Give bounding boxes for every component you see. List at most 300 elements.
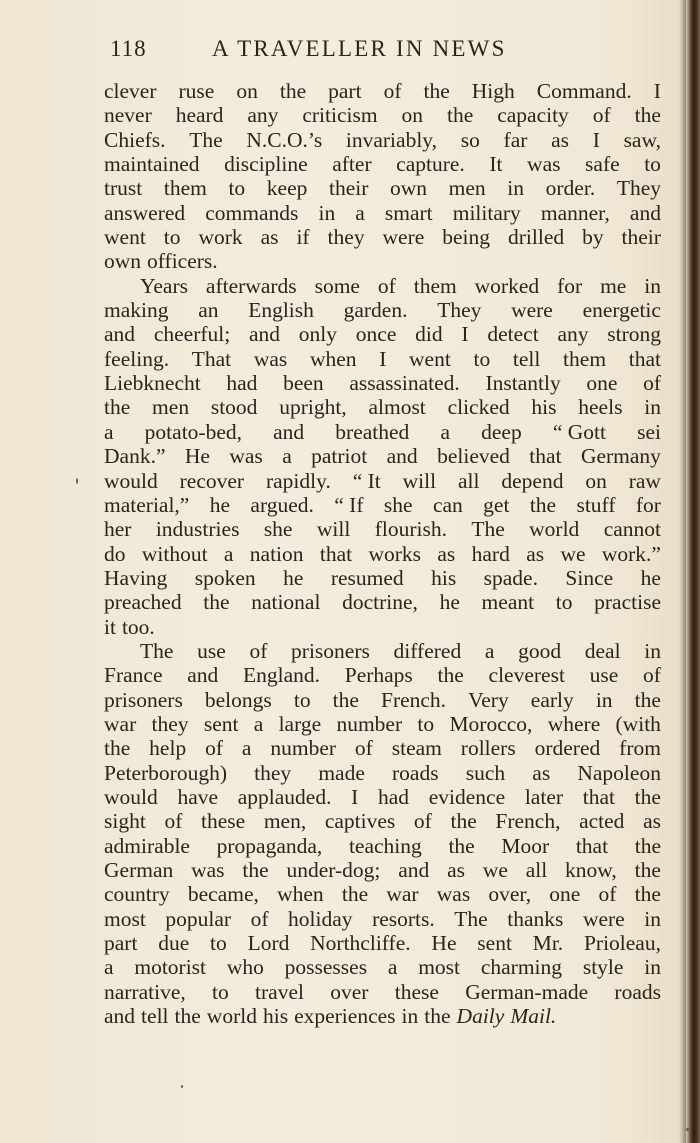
body-text <box>104 79 661 1028</box>
word: nation <box>249 541 304 566</box>
word: Mr. <box>532 931 564 956</box>
word: were <box>382 225 425 250</box>
word: due <box>158 931 190 956</box>
word: of <box>250 906 269 931</box>
word: me <box>600 273 627 298</box>
word: style <box>582 955 624 980</box>
word: sight <box>104 809 146 834</box>
word: to <box>644 152 661 177</box>
word: their <box>329 176 369 201</box>
word: spoken <box>194 565 256 590</box>
word: of <box>164 809 183 834</box>
text-line <box>104 639 661 663</box>
word: use <box>589 663 619 688</box>
word: the <box>448 833 475 858</box>
word: to <box>293 687 311 712</box>
word: Since <box>565 565 614 590</box>
word: and <box>629 200 661 225</box>
word: was <box>253 346 288 371</box>
word: early <box>530 687 574 712</box>
word: in <box>401 1004 419 1029</box>
text-line <box>104 907 661 931</box>
word: Lord <box>247 931 290 956</box>
word: all <box>525 858 548 882</box>
word: of <box>592 103 611 128</box>
word: the <box>242 858 269 882</box>
text-line <box>104 882 661 906</box>
word: Very <box>468 687 509 712</box>
word: ruse <box>178 79 215 103</box>
word: the <box>437 663 464 688</box>
word: world <box>529 517 580 542</box>
word: men, <box>263 809 307 834</box>
word: to <box>555 590 573 615</box>
word: once <box>355 322 397 347</box>
word: large <box>278 711 322 736</box>
word: the <box>450 809 477 834</box>
text-line <box>104 931 661 955</box>
text-line <box>104 79 661 103</box>
word: deal <box>584 638 621 663</box>
word: a <box>253 711 264 736</box>
word: The <box>454 906 488 931</box>
word: number <box>336 711 403 736</box>
word: Liebknecht <box>104 371 201 396</box>
word: the <box>529 492 557 517</box>
word: smart <box>384 200 433 225</box>
word: order. <box>545 176 596 201</box>
text-line <box>104 1004 661 1028</box>
word: experiences <box>294 1004 396 1029</box>
word: narrative, <box>104 979 186 1004</box>
word: as <box>526 541 545 566</box>
word: That <box>191 346 232 371</box>
word: in <box>644 273 661 298</box>
word: and <box>187 663 219 688</box>
word: men <box>448 176 486 201</box>
word: deep <box>481 419 522 444</box>
word: most <box>104 906 146 931</box>
text-line <box>104 420 661 444</box>
word: a <box>104 419 114 444</box>
text-line <box>104 103 661 127</box>
word: cleverest <box>488 663 565 688</box>
word: her <box>104 517 132 542</box>
word: to <box>212 979 229 1004</box>
text-line <box>104 980 661 1004</box>
word: most <box>418 955 461 980</box>
word: doctrine, <box>342 590 418 615</box>
word: prisoners <box>104 687 183 712</box>
word: being <box>442 225 491 250</box>
word: the <box>634 103 661 128</box>
text-line <box>104 347 661 371</box>
word: she <box>263 517 293 542</box>
word: teaching <box>348 833 422 858</box>
word: war <box>386 882 419 907</box>
word: a <box>484 638 495 663</box>
text-line <box>104 176 661 200</box>
word: Command. <box>536 79 632 103</box>
word: that <box>582 784 615 809</box>
word: were <box>511 298 553 323</box>
word: when <box>309 346 357 371</box>
text-line <box>104 955 661 979</box>
word: made <box>318 760 365 785</box>
word: for <box>557 273 583 298</box>
word: to <box>163 225 181 250</box>
word: clever <box>104 79 157 103</box>
word: works <box>368 541 422 566</box>
word: They <box>616 176 661 201</box>
word: French, <box>495 809 561 834</box>
word: these <box>201 809 246 834</box>
word: any <box>247 103 279 128</box>
word: ordered <box>534 736 601 761</box>
word: roads <box>614 979 661 1004</box>
word: Moor <box>501 833 550 858</box>
word: industries <box>155 517 240 542</box>
word: captives <box>324 809 396 834</box>
word: rollers <box>460 736 516 761</box>
word: French. <box>380 687 447 712</box>
word: Perhaps <box>344 663 413 688</box>
word: strong <box>607 322 661 347</box>
word: did <box>415 322 443 347</box>
word: I <box>653 79 661 103</box>
word: drilled <box>508 225 565 250</box>
word: meant <box>481 590 535 615</box>
word: these <box>394 979 439 1004</box>
word: admirable <box>104 833 190 858</box>
text-line <box>104 785 661 809</box>
word: part <box>328 79 362 103</box>
word: cheerful; <box>153 322 231 347</box>
word: charming <box>480 955 563 980</box>
word: commands <box>205 200 299 225</box>
word: to <box>417 711 435 736</box>
word: Northcliffe. <box>310 931 411 956</box>
word: in <box>318 200 336 225</box>
word: a <box>282 444 292 469</box>
word: had <box>226 371 258 396</box>
text-line <box>104 152 661 176</box>
word: as <box>551 127 570 152</box>
word: so <box>460 127 480 152</box>
word: holiday <box>288 906 353 931</box>
word: energetic <box>582 298 661 323</box>
word: heard <box>175 103 224 128</box>
word: material,” <box>104 492 190 517</box>
word: the <box>634 687 661 712</box>
word: in <box>644 395 661 420</box>
word: have <box>177 784 219 809</box>
word: He <box>184 444 210 469</box>
word: sei <box>637 419 661 444</box>
word: answered <box>104 200 186 225</box>
word: if <box>296 225 310 250</box>
text-line <box>104 615 661 639</box>
paper-speck <box>181 1085 183 1088</box>
word: Napoleon <box>577 760 661 785</box>
text-line <box>104 834 661 858</box>
word: part <box>104 931 138 956</box>
word: recover <box>179 468 245 493</box>
word: the <box>423 79 450 103</box>
word: the <box>446 103 474 128</box>
word: patriot <box>311 444 368 469</box>
word: the <box>424 1004 451 1029</box>
word: resumed <box>330 565 404 590</box>
word: on <box>585 468 607 493</box>
word: their <box>621 225 661 250</box>
word: them <box>563 346 607 371</box>
word: of <box>383 79 402 103</box>
text-line <box>104 493 661 517</box>
word: He <box>431 931 457 956</box>
word: I <box>351 784 359 809</box>
word: Mail. <box>510 1004 557 1029</box>
word: a <box>223 541 234 566</box>
word: argued. <box>250 492 314 517</box>
word: Prioleau, <box>583 931 661 956</box>
word: in <box>644 906 661 931</box>
word: flourish. <box>374 517 447 542</box>
word: world <box>206 1004 257 1029</box>
word: in <box>507 176 525 201</box>
word: the <box>332 687 359 712</box>
word: The <box>189 127 223 152</box>
word: Peterborough) <box>104 760 227 785</box>
word: stuff <box>576 492 616 517</box>
word: it <box>104 614 116 639</box>
running-title: A TRAVELLER IN NEWS <box>212 36 507 61</box>
word: cannot <box>603 517 661 542</box>
word: Years <box>140 273 188 298</box>
word: The <box>140 638 174 663</box>
running-header <box>110 36 670 68</box>
text-line <box>104 469 661 493</box>
word: keep <box>266 176 308 201</box>
word: Morocco, <box>449 711 533 736</box>
word: he <box>439 590 460 615</box>
word: Chiefs. <box>104 127 166 152</box>
word: as <box>643 809 661 834</box>
word: High <box>471 79 515 103</box>
word: they <box>254 760 292 785</box>
word: was <box>436 882 471 907</box>
word: on <box>401 103 424 128</box>
word: all <box>457 468 480 493</box>
text-line <box>104 590 661 614</box>
word: his <box>431 565 457 590</box>
word: raw <box>628 468 661 493</box>
word: capture. <box>396 152 465 177</box>
text-line <box>104 128 661 152</box>
word: over, <box>488 882 532 907</box>
word: It <box>489 152 503 177</box>
word: as <box>437 541 456 566</box>
word: of <box>643 371 661 396</box>
word: of <box>643 663 661 688</box>
word: travel <box>255 979 304 1004</box>
word: an <box>198 298 219 323</box>
word: a <box>440 419 450 444</box>
word: believed <box>437 444 510 469</box>
word: differed <box>393 638 462 663</box>
word: war <box>104 711 137 736</box>
text-line <box>104 444 661 468</box>
word: them <box>163 176 207 201</box>
word: assassinated. <box>349 371 460 396</box>
word: by <box>582 225 604 250</box>
word: one <box>586 371 618 396</box>
word: spade. <box>483 565 538 590</box>
text-line <box>104 761 661 785</box>
word: any <box>557 322 589 347</box>
word: officers. <box>147 249 218 274</box>
word: his <box>262 1004 289 1029</box>
word: discipline <box>224 152 308 177</box>
word: later <box>524 784 564 809</box>
word: do <box>104 541 126 566</box>
word: that <box>319 541 353 566</box>
word: and <box>104 1004 136 1029</box>
word: practise <box>594 590 661 615</box>
word: and <box>398 858 430 882</box>
word: of <box>413 809 432 834</box>
word: worked <box>474 273 540 298</box>
word: upright, <box>279 395 347 420</box>
word: of <box>598 882 617 907</box>
word: (with <box>615 711 661 736</box>
word: steam <box>391 736 442 761</box>
text-line <box>104 395 661 419</box>
word: motorist <box>134 955 207 980</box>
word: France <box>104 663 163 688</box>
word: and <box>104 322 136 347</box>
text-line <box>104 201 661 225</box>
word: after <box>332 152 372 177</box>
word: she <box>383 492 413 517</box>
word: I <box>461 322 469 347</box>
word: sent <box>203 711 239 736</box>
word: Germany <box>580 444 661 469</box>
word: would <box>104 468 158 493</box>
word: German <box>104 858 174 882</box>
word: we <box>560 541 586 566</box>
word: been <box>283 371 324 396</box>
word: of <box>377 273 396 298</box>
word: he <box>209 492 231 517</box>
word: military <box>452 200 521 225</box>
word: such <box>465 760 506 785</box>
word: as <box>447 858 465 882</box>
word: can <box>432 492 463 517</box>
word: they <box>151 711 189 736</box>
word: “ If <box>334 492 364 517</box>
word: manner, <box>540 200 610 225</box>
word: resorts. <box>372 906 435 931</box>
word: a <box>355 200 365 225</box>
word: a <box>104 955 114 980</box>
word: evidence <box>428 784 506 809</box>
word: The <box>471 517 505 542</box>
text-line <box>104 298 661 322</box>
word: N.C.O.’s <box>246 127 323 152</box>
word: clicked <box>447 395 510 420</box>
word: invariably, <box>345 127 438 152</box>
word: became, <box>187 882 259 907</box>
word: when <box>277 882 324 907</box>
word: afterwards <box>205 273 297 298</box>
word: stood <box>210 395 258 420</box>
word: the <box>104 736 131 761</box>
word: to <box>473 346 491 371</box>
word: trust <box>104 176 143 201</box>
text-line <box>104 736 661 760</box>
word: heels <box>578 395 623 420</box>
page-binding-edge <box>686 0 700 1143</box>
text-line <box>104 371 661 395</box>
word: tell <box>512 346 541 371</box>
word: acted <box>579 809 625 834</box>
word: of <box>354 736 373 761</box>
word: sent <box>477 931 512 956</box>
word: depend <box>501 468 564 493</box>
word: men <box>152 395 190 420</box>
word: the <box>634 833 661 858</box>
word: roads <box>392 760 439 785</box>
word: far <box>503 127 528 152</box>
word: over <box>330 979 369 1004</box>
text-line <box>104 688 661 712</box>
word: making <box>104 298 169 323</box>
word: without <box>141 541 208 566</box>
word: the <box>104 395 131 420</box>
word: and <box>386 444 418 469</box>
word: potato-bed, <box>144 419 242 444</box>
word: under-dog; <box>286 858 381 882</box>
word: good <box>518 638 562 663</box>
word: a <box>241 736 252 761</box>
text-line <box>104 322 661 346</box>
word: of <box>205 736 224 761</box>
word: to <box>210 931 227 956</box>
word: German-made <box>465 979 589 1004</box>
word: was <box>527 152 561 177</box>
word: country <box>104 882 170 907</box>
word: help <box>149 736 187 761</box>
word: never <box>104 103 152 128</box>
word: was <box>229 444 263 469</box>
word: Instantly <box>485 371 561 396</box>
word: popular <box>165 906 232 931</box>
word: too. <box>121 614 155 639</box>
word: the <box>634 882 661 907</box>
word: would <box>104 784 158 809</box>
word: use <box>197 638 226 663</box>
paper-speck <box>686 1128 689 1131</box>
text-line <box>104 712 661 736</box>
word: breathed <box>335 419 410 444</box>
word: that <box>628 346 661 371</box>
word: and <box>248 322 281 347</box>
word: rapidly. <box>265 468 331 493</box>
word: went <box>409 346 451 371</box>
word: propaganda, <box>216 833 323 858</box>
word: only <box>298 322 338 347</box>
